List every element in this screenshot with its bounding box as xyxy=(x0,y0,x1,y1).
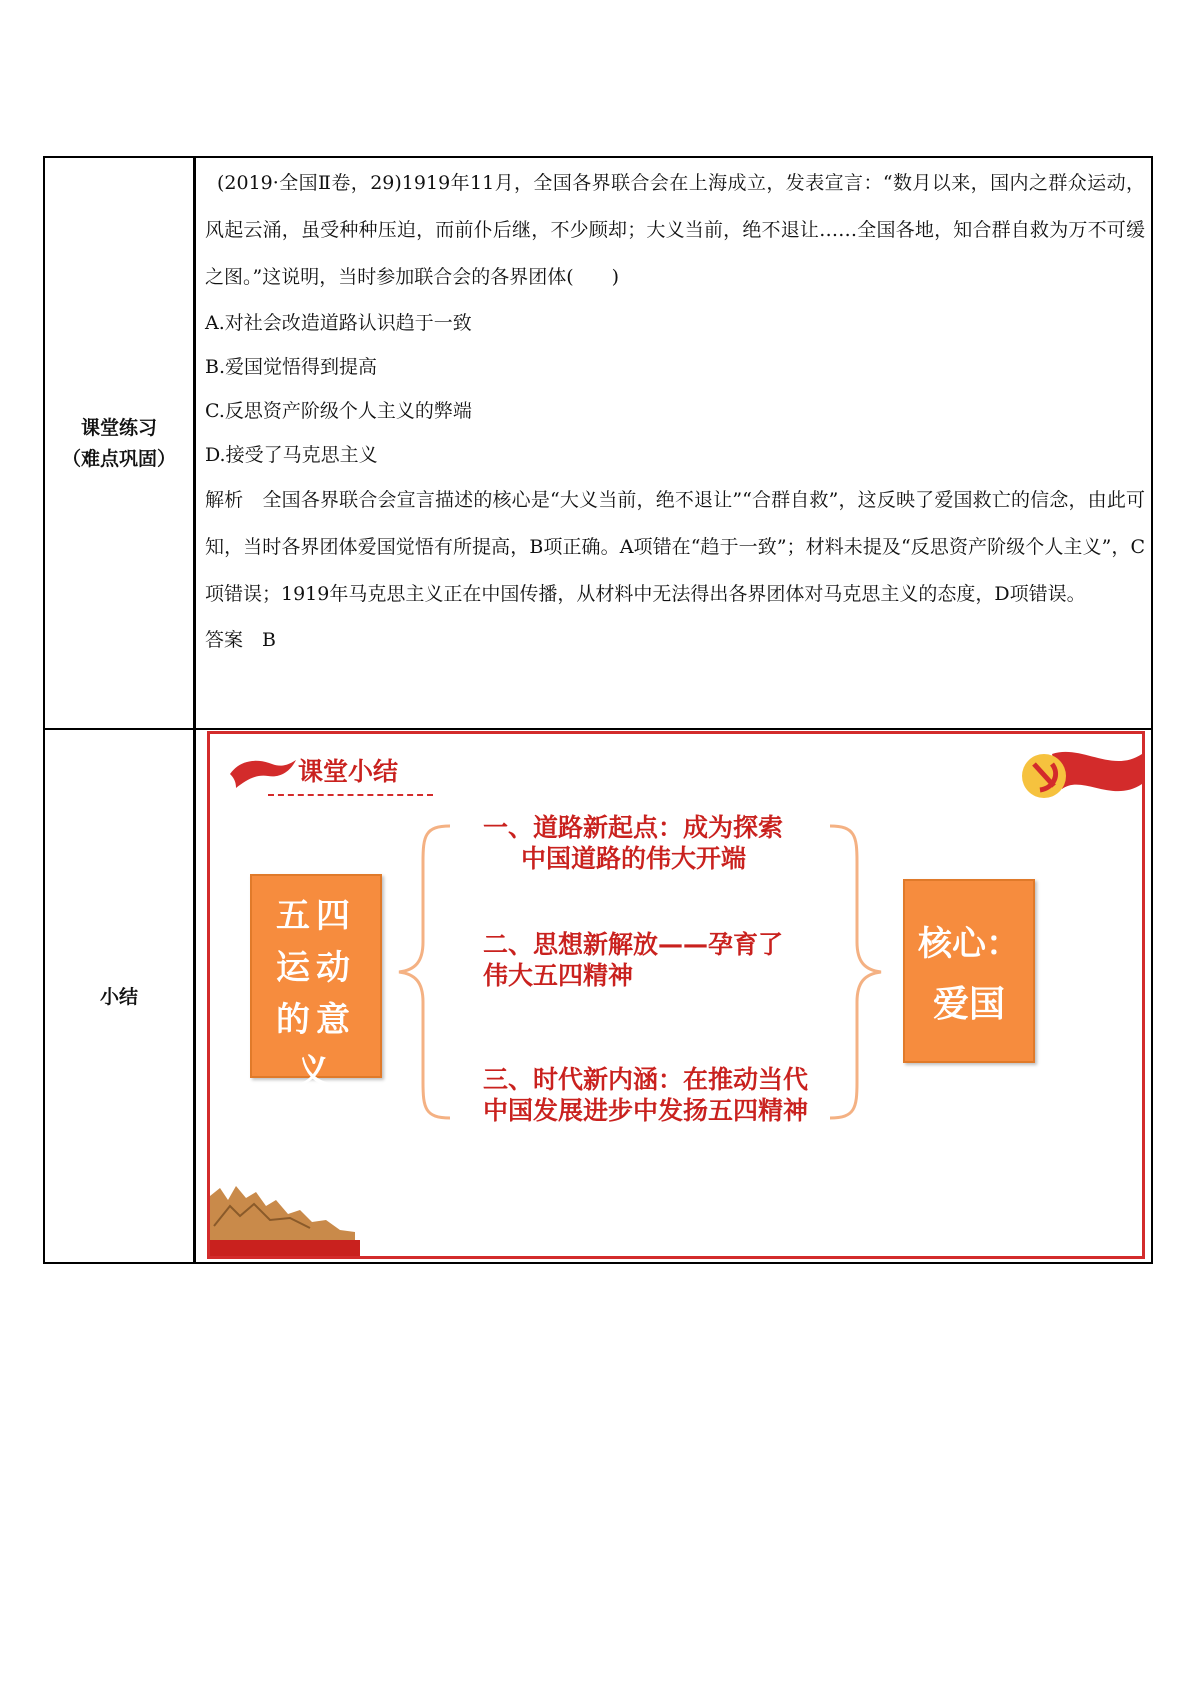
meaning-box: 五四运动的意义 xyxy=(250,874,382,1078)
title-underline xyxy=(268,794,433,796)
exercise-cell xyxy=(205,160,1145,662)
left-brace-icon xyxy=(395,822,455,1122)
monument-decoration-icon xyxy=(210,1166,360,1256)
option-b: B.爱国觉悟得到提高 xyxy=(205,356,378,378)
right-brace-icon xyxy=(825,822,885,1122)
analysis-text: 解析 全国各界联合会宣言描述的核心是“大义当前，绝不退让”“合群自救”，这反映了爱国救亡的信念，由此可知，当时各界团体爱国觉悟有所提高，B项正确。A项错在“趋于一致”；材料未提及“反思资产阶级个人主义”，C项错误；1919年马克思主义正在中国传播，从材料中无法得出各界团体对马克思主义的态度，D项错误。 xyxy=(205,489,1145,605)
lesson-table xyxy=(43,156,1153,1264)
row-label-summary: 小结 xyxy=(99,986,138,1008)
point-3: 三、时代新内涵：在推动当代 中国发展进步中发扬五四精神 xyxy=(483,1065,809,1125)
summary-slide xyxy=(207,731,1145,1259)
red-flag-icon xyxy=(228,752,298,792)
option-a: A.对社会改造道路认识趋于一致 xyxy=(205,312,472,334)
option-c: C.反思资产阶级个人主义的弊端 xyxy=(205,400,472,422)
answer-text: 答案 B xyxy=(205,629,276,651)
row-label-practice: 课堂练习 （难点巩固） xyxy=(61,417,176,470)
column-divider xyxy=(193,158,196,1262)
point-1: 一、道路新起点：成为探索 中国道路的伟大开端 xyxy=(483,813,784,873)
summary-title: 课堂小结 xyxy=(298,757,399,786)
option-d: D.接受了马克思主义 xyxy=(205,444,378,466)
core-box: 核心： 爱国 xyxy=(903,879,1035,1063)
party-emblem-icon xyxy=(1012,734,1142,814)
row-divider xyxy=(45,728,1151,730)
question-text: (2019·全国Ⅱ卷，29)1919年11月，全国各界联合会在上海成立，发表宣言：“数月以来，国内之群众运动，风起云涌，虽受种种压迫，而前仆后继，不少顾却；大义当前，绝不退让……全国各地，知合群自救为万不可缓之图。”这说明，当时参加联合会的各界团体( ) xyxy=(205,172,1145,288)
point-2: 二、思想新解放——孕育了 伟大五四精神 xyxy=(483,930,784,990)
